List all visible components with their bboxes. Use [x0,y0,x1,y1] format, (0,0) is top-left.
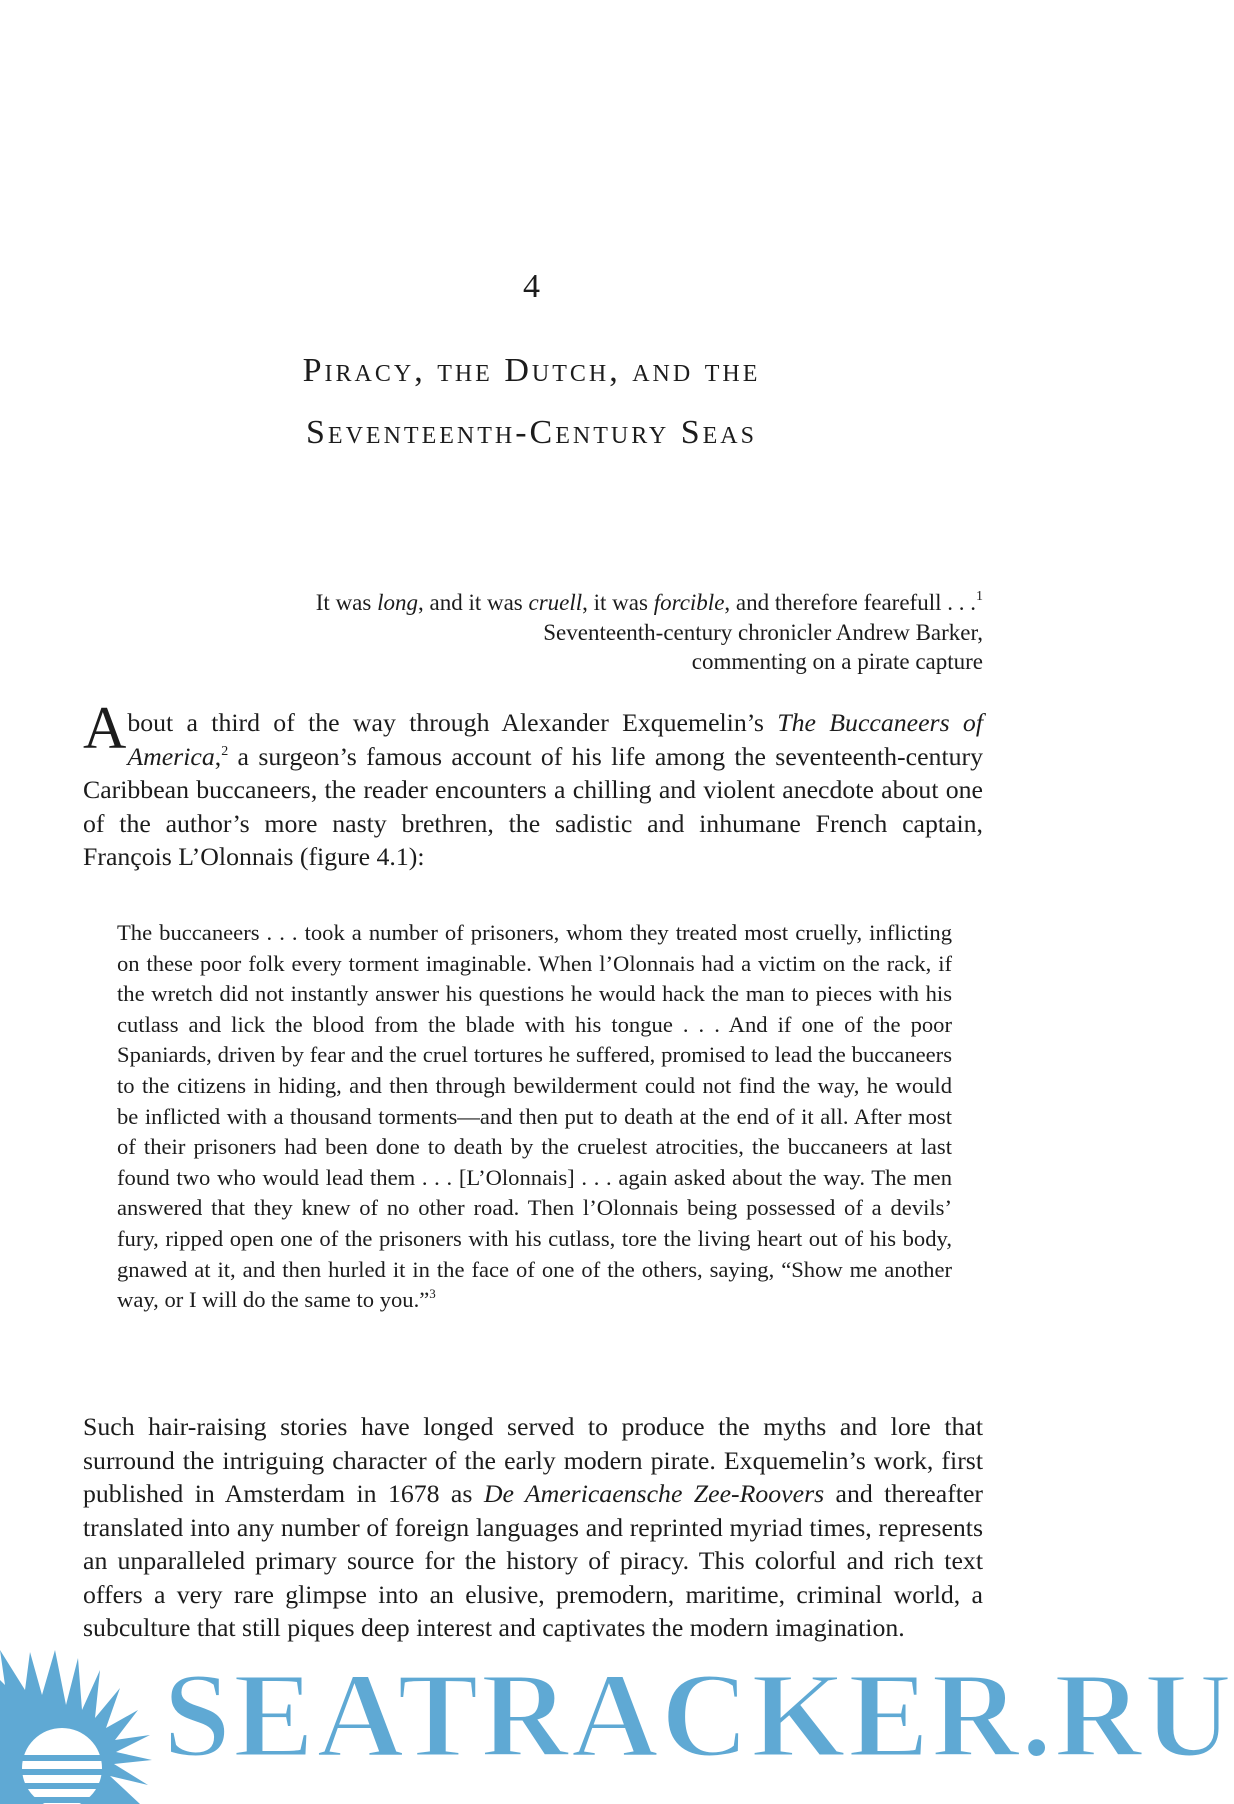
chapter-title-line-1: Piracy, the Dutch, and the [302,352,761,389]
epigraph-attribution-line-2: commenting on a pirate capture [691,649,983,674]
footnote-marker: 2 [221,743,229,759]
epigraph-attribution-line-1: Seventeenth-century chronicler Andrew Barker, [543,619,983,645]
epigraph-quote: It was long, and it was cruell, it was forcible, and therefore fearefull . . .$^1$ [315,589,983,615]
chapter-number: 4 [523,268,540,305]
body-paragraph-1: About a third of the way through Alexander Exquemelin’s The Buccaneers of America,$^2$ a surgeon’s famous account of his life among the seventeenth-century Caribbean buccaneers, the reader encounters a chilling and violent anecdote about one of the author’s more nasty brethren, the sadistic and inhumane French captain, François L’Olonnais (figure 4.1): [83,695,983,871]
watermark-text: SEATRACKER.RU [163,1648,1234,1783]
body-paragraph-2: Such hair-raising stories have longed served to produce the myths and lore that surround the intriguing character of the early modern pirate. Exquemelin’s work, first published in Amsterdam in 1678 as De Americaensche Zee-Roovers and thereafter translated into any number of foreign languages and reprinted myriad times, represents an unparalleled primary source for the history of piracy. This colorful and rich text offers a very rare glimpse into an elusive, premodern, maritime, criminal world, a subculture that still piques deep interest and captivates the modern imagination. [83,1412,983,1642]
chapter-title [0,340,1063,464]
footnote-marker: 3 [429,1286,436,1302]
book-title: The Buccaneers of America [127,708,983,771]
drop-cap: A [83,695,127,761]
chapter-title-line-2: Seventeenth-Century Seas [306,414,757,451]
epigraph [83,588,983,677]
footnote-marker: 1 [976,589,983,604]
book-title: De Americaensche Zee-Roovers [483,1479,825,1508]
block-quote: The buccaneers . . . took a number of prisoners, whom they treated most cruelly, inflicting on these poor folk every torment imaginable. When l’Olonnais had a victim on the rack, if the wretch did not instantly answer his questions he would hack the man to pieces with his cutlass and lick the blood from the blade with his tongue . . . And if one of the poor Spaniards, driven by fear and the cruel tortures he suffered, promised to lead the buccaneers to the citizens in hiding, and then through bewilderment could not find the way, he would be inflicted with a thousand torments—and then put to death at the end of it all. After most of their prisoners had been done to death by the cruelest atrocities, the buccaneers at last found two who would lead them . . . [L’Olonnais] . . . again asked about the way. The men answered that they knew of no other road. Then l’Olonnais being possessed of a devils’ fury, ripped open one of the prisoners with his cutlass, tore the living heart out of his body, gnawed at it, and then hurled it in the face of one of the others, saying, “Show me another way, or I will do the same to you.”$^3$ [117,920,952,1313]
